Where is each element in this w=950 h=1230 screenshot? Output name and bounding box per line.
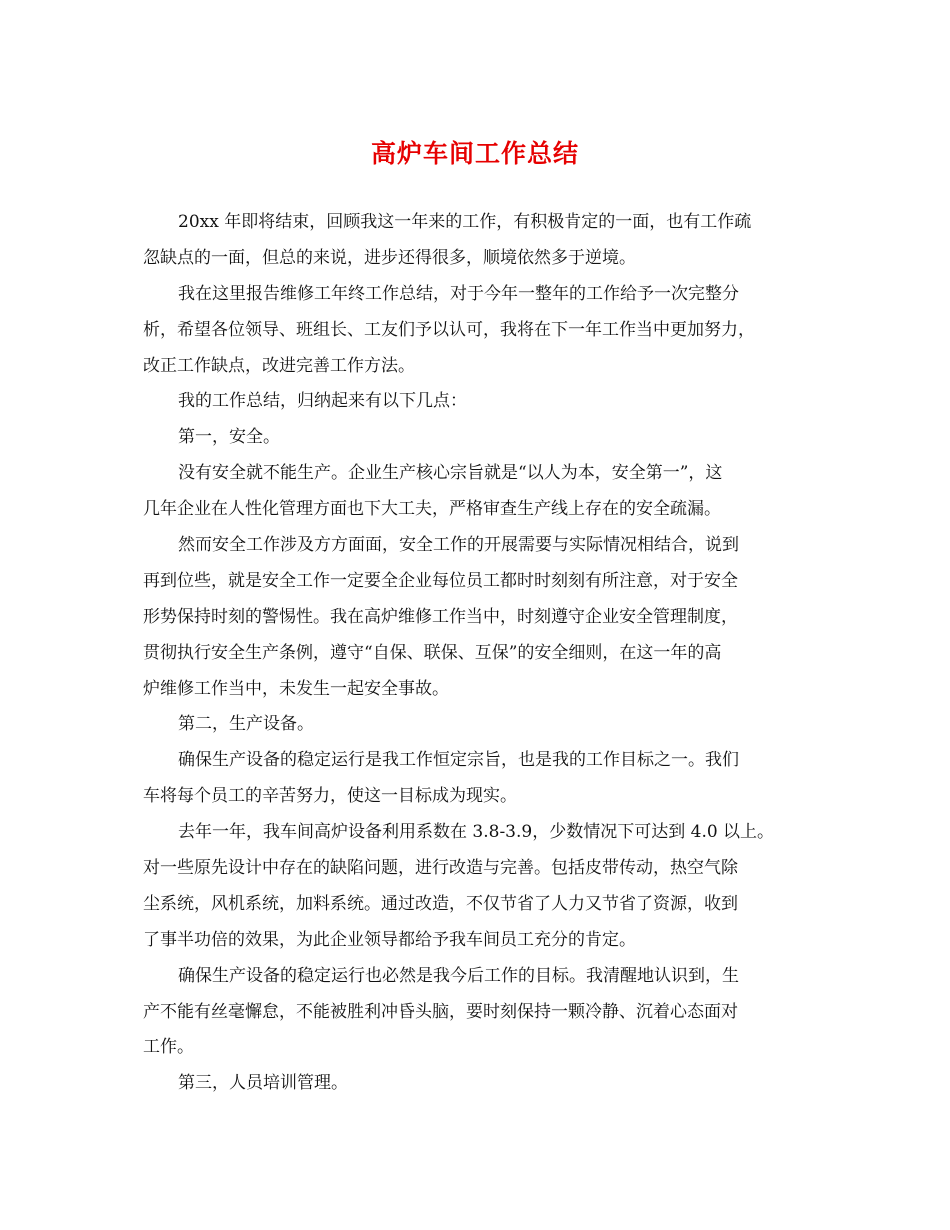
text-line: 车将每个员工的辛苦努力，使这一目标成为现实。: [143, 786, 517, 807]
text-line: 尘系统，风机系统，加料系统。通过改造，不仅节省了人力又节省了资源，收到: [143, 893, 738, 914]
text-line: 然而安全工作涉及方方面面，安全工作的开展需要与实际情况相结合，说到: [178, 535, 739, 556]
text-line: 了事半功倍的效果，为此企业领导都给予我车间员工充分的肯定。: [143, 929, 636, 950]
text-line: 再到位些，就是安全工作一定要全企业每位员工都时时刻刻有所注意，对于安全: [143, 570, 738, 591]
text-line: 第三，人员培训管理。: [178, 1073, 348, 1094]
text-line: 析，希望各位领导、班组长、工友们予以认可，我将在下一年工作当中更加努力，: [143, 319, 755, 340]
text-line: 第二，生产设备。: [178, 714, 314, 735]
text-line: 几年企业在人性化管理方面也下大工夫，严格审查生产线上存在的安全疏漏。: [143, 499, 721, 520]
text-line: 产不能有丝毫懈怠，不能被胜利冲昏头脑，要时刻保持一颗冷静、沉着心态面对: [143, 1001, 738, 1022]
text-line: 确保生产设备的稳定运行也必然是我今后工作的目标。我清醒地认识到，生: [178, 965, 739, 986]
text-line: 工作。: [143, 1037, 194, 1058]
text-line: 改正工作缺点，改进完善工作方法。: [143, 355, 415, 376]
document-body: [143, 205, 843, 1102]
text-line: 忽缺点的一面，但总的来说，进步还得很多，顺境依然多于逆境。: [143, 247, 636, 268]
text-line: 对一些原先设计中存在的缺陷问题，进行改造与完善。包括皮带传动，热空气除: [143, 858, 738, 879]
text-line: 贯彻执行安全生产条例，遵守“自保、联保、互保”的安全细则，在这一年的高: [143, 642, 722, 663]
text-line: 没有安全就不能生产。企业生产核心宗旨就是“以人为本，安全第一”，这: [178, 463, 723, 484]
text-line: 我的工作总结，归纳起来有以下几点：: [178, 391, 467, 412]
text-line: 确保生产设备的稳定运行是我工作恒定宗旨，也是我的工作目标之一。我们: [178, 750, 739, 771]
text-line: 去年一年，我车间高炉设备利用系数在 3.8-3.9，少数情况下可达到 4.0 以上。: [178, 822, 775, 843]
text-line: 20xx 年即将结束，回顾我这一年来的工作，有积极肯定的一面，也有工作疏: [178, 212, 752, 232]
text-line: 炉维修工作当中，未发生一起安全事故。: [143, 678, 449, 699]
text-line: 第一，安全。: [178, 427, 280, 448]
page-title: 高炉车间工作总结: [370, 139, 579, 168]
text-line: 形势保持时刻的警惕性。我在高炉维修工作当中，时刻遵守企业安全管理制度，: [143, 606, 738, 627]
text-line: 我在这里报告维修工年终工作总结，对于今年一整年的工作给予一次完整分: [178, 283, 739, 304]
